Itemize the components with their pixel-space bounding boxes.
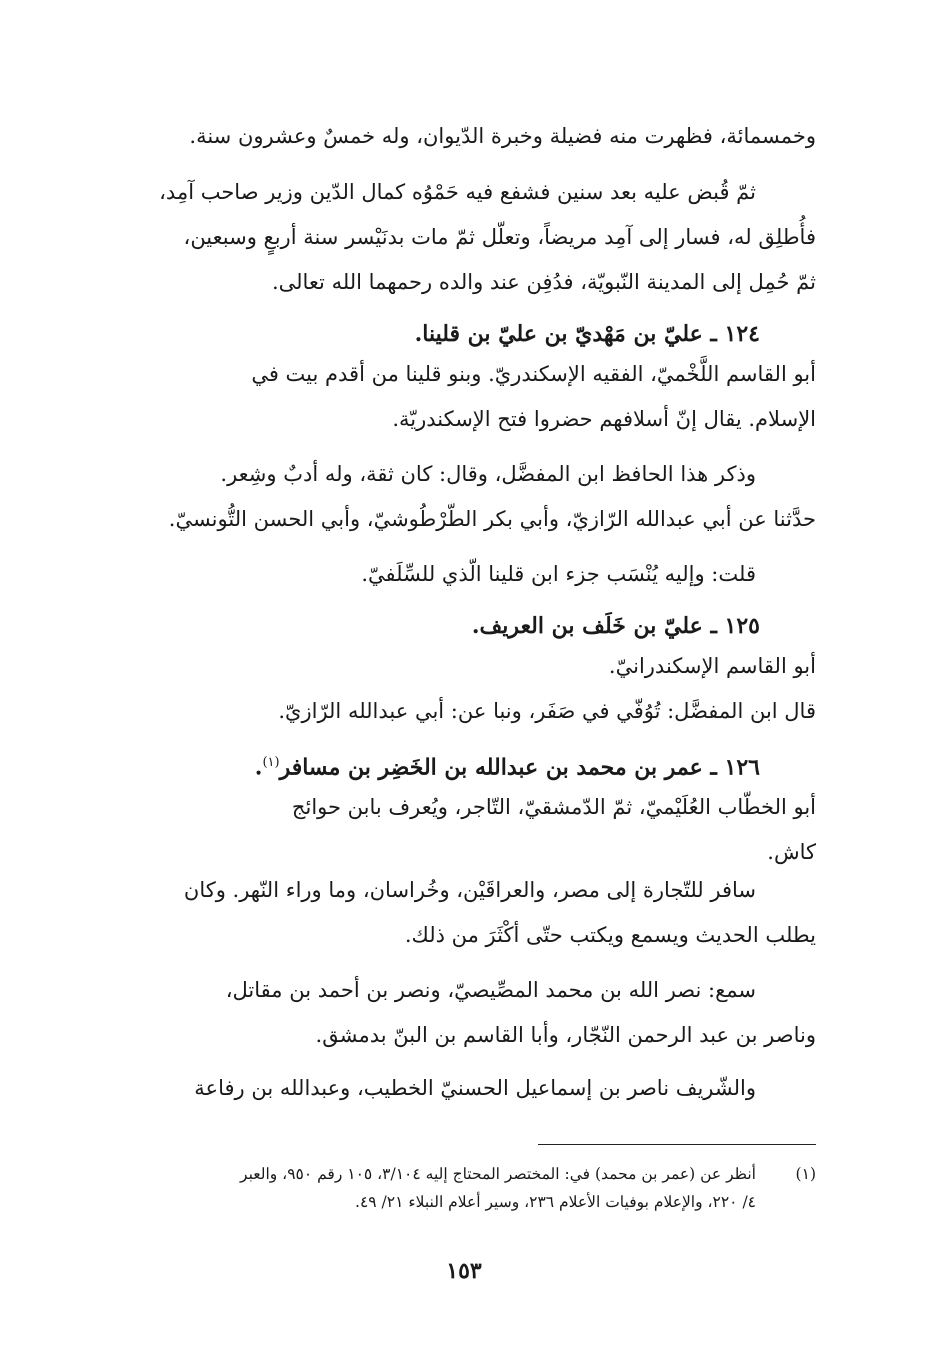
footnote-divider — [538, 1144, 816, 1145]
paragraph-arrest — [106, 170, 816, 215]
paragraph-note — [106, 552, 816, 597]
text-line: وذكر هذا الحافظ ابن المفضَّل، وقال: كان ثقة، وله أدبٌ وشِعر. — [220, 462, 756, 486]
paragraph-entry-124 — [106, 352, 816, 442]
text-line: الإسلام. يقال إنّ أسلافهم حضروا فتح الإسكندريّة. — [392, 407, 816, 431]
entry-heading-125: ١٢٥ ـ عليّ بن خَلَف بن العريف. — [471, 613, 760, 639]
text-line: أبو القاسم الإسكندرانيّ. — [608, 654, 816, 678]
footnote-line: أنظر عن (عمر بن محمد) في: المختصر المحتاج إليه ٣/١٠٤، ١٠٥ رقم ٩٥٠، والعبر — [240, 1165, 756, 1183]
paragraph-heard — [106, 968, 816, 1013]
text-line: كاش. — [767, 840, 816, 864]
text-line: أبو القاسم اللَّخْميّ، الفقيه الإسكندريّ. وبنو قلينا من أقدم بيت في — [251, 362, 816, 386]
paragraph-travel-cont — [106, 913, 816, 958]
paragraph-arrest-cont — [106, 215, 816, 305]
page-number: ١٥٣ — [446, 1258, 482, 1284]
entry-heading-126-end: . — [254, 754, 263, 781]
text-line: ثمّ حُمِل إلى المدينة النّبويّة، فدُفِن عند والده رحمهما الله تعالى. — [271, 270, 816, 294]
text-line: يطلب الحديث ويسمع ويكتب حتّى أكْثَرَ من ذلك. — [404, 923, 816, 947]
text-line: قال ابن المفضَّل: تُوُفّي في صَفَر، ونبا عن: أبي عبدالله الرّازيّ. — [278, 699, 816, 723]
entry-heading-126 — [255, 743, 760, 787]
footnote-reference[interactable]: (١) — [262, 755, 280, 770]
paragraph-continuation — [106, 114, 816, 159]
paragraph-ibn-mufaddal-cont — [106, 497, 816, 542]
text-line: قلت: وإليه يُنْسَب جزء ابن قلينا الّذي للسِّلَفيّ. — [361, 562, 756, 586]
text-line: فأُطلِق له، فسار إلى آمِد مريضاً، وتعلّل ثمّ مات بدنَيْسر سنة أربعٍ وسبعين، — [183, 225, 816, 249]
text-line: وخمسمائة، فظهرت منه فضيلة وخبرة الدّيوان، وله خمسٌ وعشرون سنة. — [189, 124, 816, 148]
footnote — [106, 1160, 816, 1216]
paragraph-heard-cont — [106, 1013, 816, 1058]
text-line: والشّريف ناصر بن إسماعيل الحسنيّ الخطيب، وعبدالله بن رفاعة — [194, 1076, 756, 1100]
footnote-line: ٤/ ٢٢٠، والإعلام بوفيات الأعلام ٢٣٦، وسير أعلام النبلاء ٢١/ ٤٩. — [355, 1193, 756, 1211]
text-line: وناصر بن عبد الرحمن النّجّار، وأبا القاسم بن البنّ بدمشق. — [315, 1023, 816, 1047]
text-line: سمع: نصر الله بن محمد المصِّيصيّ، ونصر بن أحمد بن مقاتل، — [225, 978, 756, 1002]
paragraph-entry-126 — [106, 785, 816, 875]
text-line: أبو الخطّاب العُلَيْميّ، ثمّ الدّمشقيّ، التّاجر، ويُعرف بابن حوائج — [291, 795, 816, 819]
entry-heading-126-text: ١٢٦ ـ عمر بن محمد بن عبدالله بن الخَضِر بن مسافر — [279, 754, 760, 781]
text-line: سافر للتّجارة إلى مصر، والعراقَيْن، وخُراسان، وما وراء النّهر. وكان — [183, 878, 756, 902]
entry-heading-124: ١٢٤ ـ عليّ بن مَهْديّ بن عليّ بن قلينا. — [414, 321, 760, 347]
paragraph-entry-125 — [106, 644, 816, 734]
footnote-number: (١) — [795, 1165, 816, 1183]
text-line: ثمّ قُبض عليه بعد سنين فشفع فيه حَمْوُه كمال الدّين وزير صاحب آمِد، — [159, 180, 756, 204]
paragraph-sharif — [106, 1066, 816, 1111]
text-line: حدَّثنا عن أبي عبدالله الرّازيّ، وأبي بكر الطّرْطُوشيّ، وأبي الحسن التُّونسيّ. — [168, 507, 816, 531]
paragraph-travel — [106, 868, 816, 913]
paragraph-ibn-mufaddal — [106, 452, 816, 497]
